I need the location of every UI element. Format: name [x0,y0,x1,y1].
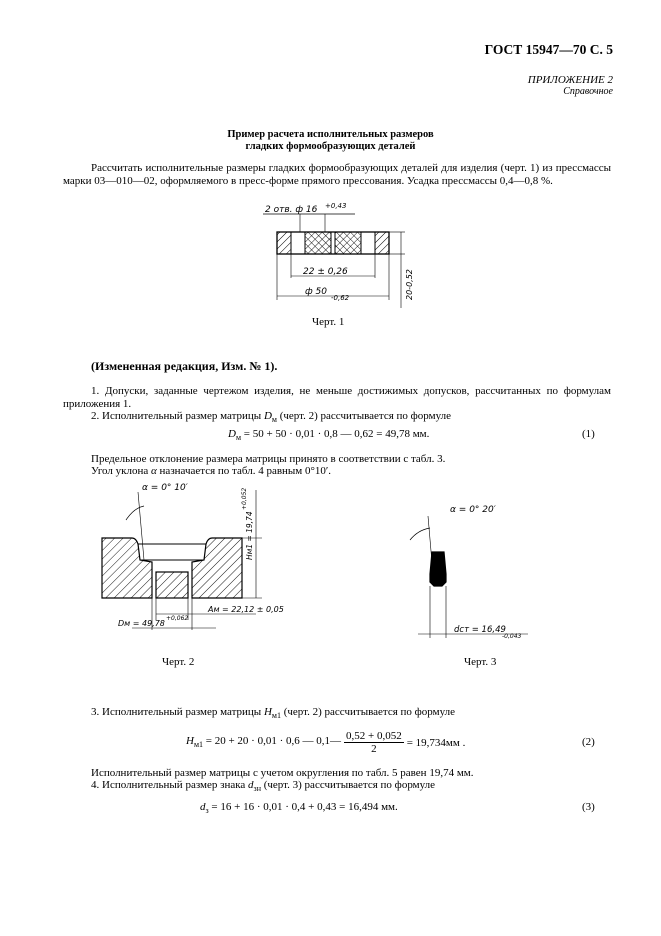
fig2-caption: Черт. 2 [162,656,195,668]
p5-sub: зн [253,784,261,794]
fig1-dim-inner: 22 ± 0,26 [303,267,348,277]
fig1-dim-outer-tol: -0,62 [331,294,350,302]
fig1-dim-holes-tol: +0,43 [325,202,347,210]
equation-3-number: (3) [582,801,595,813]
paragraph-1: 1. Допуски, заданные чертежом изделия, не меньше достижимых допусков, рассчитанных по формулам приложения 1. [63,385,611,410]
p3-symbol: H [263,706,272,718]
note2-b: назначается по табл. 4 равным 0°10′. [156,465,332,477]
eq2-lhs: H [186,735,194,748]
note2-alpha: α [151,465,157,477]
figure-2-drawing [96,480,286,640]
appendix-note: Справочное [563,86,613,97]
note2-a: Угол уклона [91,465,152,477]
eq2-rhs: = 20 + 20 · 0,01 · 0,6 — 0,1— [203,735,341,748]
title-line-2: гладких формообразующих деталей [245,141,416,152]
paragraph-4: Исполнительный размер матрицы с учетом округления по табл. 5 равен 19,74 мм. [91,767,474,779]
fig2-dim-h-tol: +0,052 [241,487,248,510]
equation-3 [200,801,398,815]
title-line-1: Пример расчета исполнительных размеров [227,129,434,140]
fig2-dim-a: Aм = 22,12 ± 0,05 [208,605,284,614]
equation-2 [186,730,465,755]
eq2-frac-den: 2 [371,743,377,755]
p3-prefix: 3. Исполнительный размер матрицы [91,706,264,718]
appendix-label [528,74,613,98]
eq2-lhs-sub: м1 [193,740,204,750]
fig2-angle: α = 0° 10′ [142,483,188,493]
page-header: ГОСТ 15947—70 С. 5 [484,42,613,57]
fig1-dim-outer: ф 50 [305,287,328,297]
eq3-rhs: = 16 + 16 · 0,01 · 0,4 + 0,43 = 16,494 мм. [208,801,398,813]
figure-3-drawing [398,496,548,646]
eq3-lhs-sub: з [205,806,209,816]
p2-prefix: 2. Исполнительный размер матрицы [91,410,264,422]
paragraph-3 [91,706,455,722]
eq1-lhs-sub: м [235,433,242,443]
fig3-dim-d-tol: -0,043 [502,633,522,640]
fig3-angle: α = 0° 20′ [450,505,496,515]
fig2-dim-h: Hм1 = 19,74 [245,511,254,560]
p2-suffix: (черт. 2) рассчитывается по формуле [276,410,451,422]
equation-2-number: (2) [582,736,595,748]
p2-sub: м [271,415,277,425]
fig2-dim-d: Dм = 49,78 [118,619,165,628]
fig3-caption: Черт. 3 [464,656,497,668]
equation-1 [228,428,429,442]
note-1: Предельное отклонение размера матрицы принято в соответствии с табл. 3. [91,453,446,465]
eq1-lhs: D [228,428,236,440]
intro-paragraph: Рассчитать исполнительные размеры гладких формообразующих деталей для изделия (черт. 1) из прессмассы марки 03—010—02, оформляемого в пресс-форме прямого прессования. Усадка прессмассы 0,4—0,8 %. [63,162,611,187]
appendix-title: ПРИЛОЖЕНИЕ 2 [527,74,613,86]
p5-prefix: 4. Исполнительный размер знака [91,779,249,791]
fig1-dim-holes: 2 отв. ф 16 [265,205,318,215]
fig1-dim-height: 20-0,52 [405,269,414,300]
eq2-tail: = 19,734мм . [406,736,466,749]
paragraph-2 [91,410,451,426]
p5-symbol: d [248,779,254,791]
fig1-caption: Черт. 1 [312,316,345,328]
eq2-fraction [344,730,404,755]
note-2 [91,465,331,478]
fig2-dim-d-tol: +0,062 [166,615,189,622]
fig3-dim-d: dст = 16,49 [454,625,506,635]
eq1-rhs: = 50 + 50 · 0,01 · 0,8 — 0,62 = 49,78 мм. [241,428,430,440]
p3-sub: м1 [271,711,281,721]
equation-1-number: (1) [582,428,595,440]
paragraph-5 [91,779,435,795]
figure-1-drawing [255,200,415,308]
section-title [0,129,661,153]
revision-note: (Измененная редакция, Изм. № 1). [91,359,278,373]
p5-suffix: (черт. 3) рассчитывается по формуле [260,779,435,791]
p2-symbol: D [263,410,272,422]
eq2-frac-num: 0,52 + 0,052 [346,730,402,742]
p3-suffix: (черт. 2) рассчитывается по формуле [280,706,455,718]
eq3-lhs: d [200,801,206,813]
